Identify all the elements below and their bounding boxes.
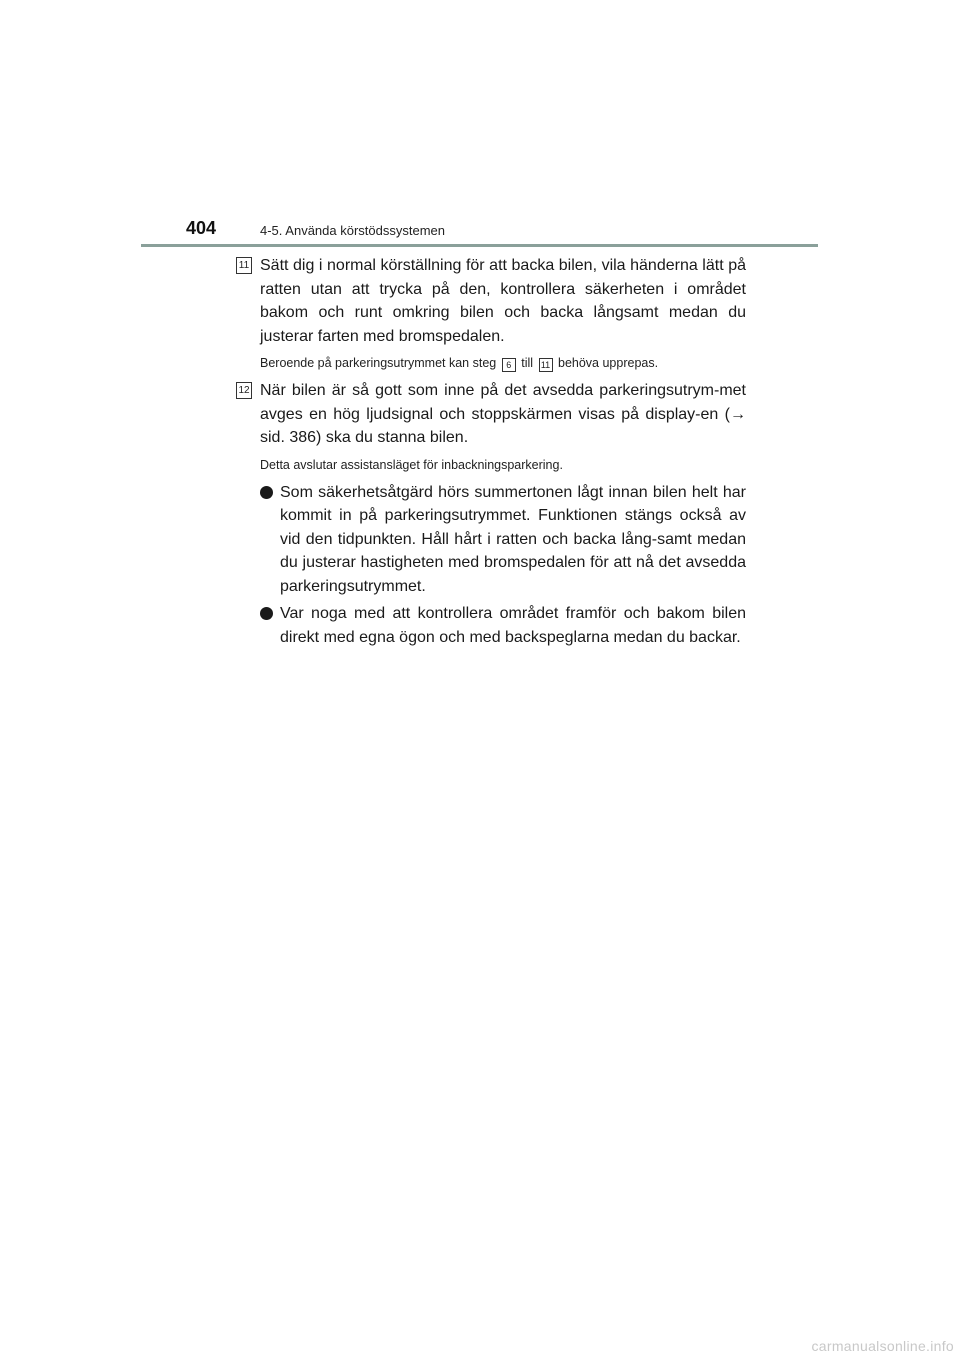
bullet-icon: [260, 486, 273, 499]
note-text-after: behöva upprepas.: [558, 356, 659, 370]
header-divider: [141, 244, 818, 247]
page-number: 404: [186, 218, 217, 238]
note-text-middle: till: [521, 356, 534, 370]
bullet-text: Som säkerhetsåtgärd hörs summertonen lågt innan bilen helt har kommit in på parkeringsutrymmet. Funktionen stängs också av vid den tidpunkten. Håll hårt i ratten och backa lång-samt medan du justerar hastigheten med bromspedalen för att nå det avsedda parkeringsutrymmet.: [280, 483, 746, 595]
step-text: När bilen är så gott som inne på det avsedda parkeringsutrym-met avges en hög ljudsignal och stoppskärmen visas på display-en (→ sid. 386) ska du stanna bilen.: [260, 382, 746, 446]
note-text-before: Beroende på parkeringsutrymmet kan steg: [260, 356, 497, 370]
step-number-badge: 11: [236, 257, 252, 274]
step-number-badge: 12: [236, 382, 252, 399]
step-12: [236, 379, 746, 649]
list-item: [260, 602, 746, 649]
main-content: [236, 254, 746, 653]
step-note: Detta avslutar assistansläget för inbackningsparkering.: [260, 457, 563, 472]
page-header: [186, 218, 818, 244]
section-title: 4-5. Använda körstödssystemen: [260, 223, 445, 238]
bullet-text: Var noga med att kontrollera området framför och bakom bilen direkt med egna ögon och med backspeglarna medan du backar.: [280, 605, 746, 646]
watermark: carmanualsonline.info: [811, 1338, 954, 1354]
list-item: [260, 481, 746, 599]
bullet-icon: [260, 607, 273, 620]
step-reference-badge: 6: [502, 358, 516, 372]
step-note: [260, 355, 746, 372]
caution-list: [260, 481, 746, 650]
step-text: Sätt dig i normal körställning för att backa bilen, vila händerna lätt på ratten utan att trycka på den, kontrollera säkerheten i området bakom och runt omkring bilen och backa långsamt medan du justerar farten med bromspedalen.: [260, 257, 746, 345]
step-11: [236, 254, 746, 372]
step-reference-badge: 11: [539, 358, 553, 372]
